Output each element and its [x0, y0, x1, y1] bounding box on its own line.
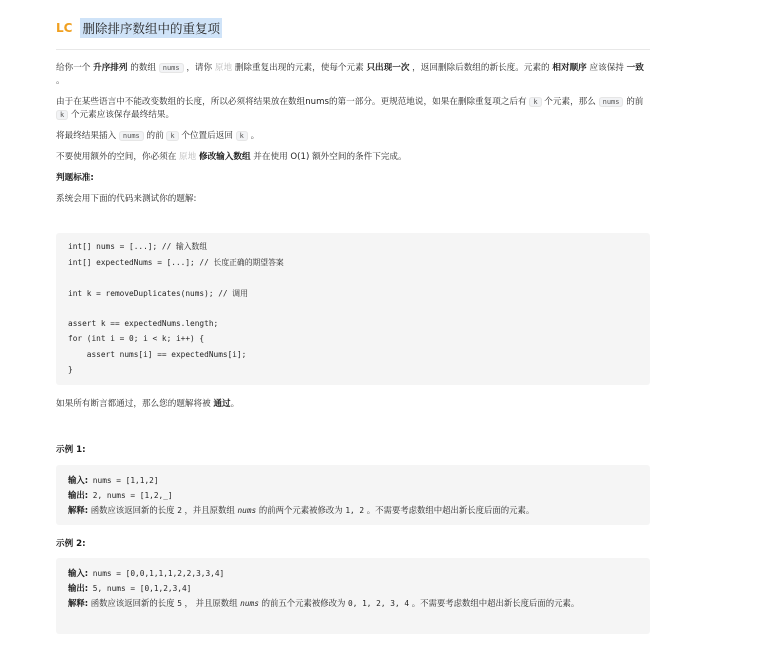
judge-title	[56, 172, 650, 185]
bold-text: 只出现一次	[366, 63, 410, 73]
output-value: 2, nums = [1,2,_]	[88, 491, 173, 500]
inline-code: k	[529, 97, 541, 107]
italic-var: nums	[240, 599, 259, 608]
inline-code: k	[56, 110, 68, 120]
judge-code-block[interactable]	[56, 233, 650, 385]
inline-code: nums	[599, 97, 624, 107]
desc-paragraph-2	[56, 96, 650, 122]
text: 的前五个元素被修改为	[258, 598, 348, 608]
code-blank-line	[68, 303, 638, 319]
text: 函数应该返回新的长度	[88, 505, 178, 515]
explain-label: 解释:	[68, 505, 89, 515]
text: 的前	[623, 97, 644, 107]
text: 。不需要考虑数组中超出新长度后面的元素。	[364, 505, 535, 515]
text: 将最终结果插入	[56, 131, 119, 141]
inline-code: nums	[159, 63, 184, 73]
text: 。	[230, 399, 240, 409]
desc-paragraph-3	[56, 130, 650, 143]
code-line: int k = removeDuplicates(nums); // 调用	[68, 288, 248, 298]
explain-label: 解释:	[68, 598, 89, 608]
value: 2	[177, 506, 182, 515]
output-value: 5, nums = [0,1,2,3,4]	[88, 584, 192, 593]
code-line: }	[68, 365, 73, 374]
value: 5	[177, 599, 182, 608]
text: 的数组	[127, 63, 159, 73]
lc-logo-icon: LC	[56, 21, 73, 35]
pass-note	[56, 397, 239, 409]
example-1-explain	[68, 503, 638, 518]
text: 个元素，那么	[541, 97, 599, 107]
output-label: 输出:	[68, 490, 89, 500]
code-line: int[] nums = [...]; // 输入数组	[68, 242, 208, 251]
judge-desc: 系统会用下面的代码来测试你的题解:	[56, 194, 197, 204]
text: 由于在某些语言中不能改变数组的长度，所以必须将结果放在数组nums的第一部分。更规范地说，如果在删除重复项之后有	[56, 97, 530, 107]
inline-code: k	[236, 131, 248, 141]
text: 删除重复出现的元素，使每个元素	[232, 63, 367, 73]
text: 个元素应该保存最终结果。	[68, 110, 175, 120]
text: ，并且原数组	[181, 505, 238, 515]
gray-link[interactable]: 原地	[214, 63, 233, 73]
example-2-title: 示例 2:	[56, 539, 86, 549]
code-blank-line	[68, 272, 638, 288]
bold-text: 相对顺序	[552, 63, 587, 73]
inline-code: k	[166, 131, 178, 141]
input-value: nums = [0,0,1,1,1,2,2,3,3,4]	[88, 569, 225, 578]
value: 1, 2	[345, 506, 365, 515]
code-line: assert k == expectedNums.length;	[68, 318, 219, 328]
text: 。不需要考虑数组中超出新长度后面的元素。	[409, 598, 580, 608]
example-1-input	[68, 473, 638, 488]
example-2-output	[68, 581, 638, 596]
text: 的前	[143, 131, 167, 141]
italic-var: nums	[237, 506, 257, 515]
problem-description	[56, 62, 650, 215]
bold-text: 升序排列	[93, 63, 128, 73]
text: 如果所有断言都通过，那么您的题解将被	[56, 399, 214, 409]
desc-paragraph-1	[56, 62, 650, 88]
code-line: int[] expectedNums = [...]; // 长度正确的期望答案	[68, 257, 284, 267]
bold-text: 修改输入数组	[198, 152, 251, 162]
example-2-block	[56, 558, 650, 634]
text: ， 并且原数组	[181, 598, 241, 608]
output-label: 输出:	[68, 583, 89, 593]
input-label: 输入:	[68, 568, 89, 578]
inline-code: nums	[119, 131, 144, 141]
problem-title[interactable]: 删除排序数组中的重复项	[80, 18, 222, 38]
title-divider	[56, 49, 650, 50]
text: 个位置后返回	[178, 131, 236, 141]
text: ，请你	[183, 63, 215, 73]
example-1-title: 示例 1:	[56, 445, 86, 455]
text: 。	[247, 131, 260, 141]
gray-link[interactable]: 原地	[179, 152, 197, 162]
judge-title-text: 判题标准:	[56, 173, 94, 183]
code-line: assert nums[i] == expectedNums[i];	[68, 349, 247, 359]
example-2-explain	[68, 596, 638, 611]
bold-text: 通过	[213, 399, 231, 409]
example-1-output	[68, 488, 638, 503]
text: 函数应该返回新的长度	[88, 598, 178, 608]
example-2-input	[68, 566, 638, 581]
problem-header	[56, 18, 222, 38]
text: 并在使用 O(1) 额外空间的条件下完成。	[250, 152, 407, 162]
text: ，返回删除后数组的新长度。元素的	[409, 63, 553, 73]
code-line: for (int i = 0; i < k; i++) {	[68, 334, 205, 343]
example-1-block	[56, 465, 650, 525]
text: 。	[56, 76, 65, 86]
text: 不要使用额外的空间，你必须在	[56, 152, 180, 162]
text: 应该保持	[586, 63, 627, 73]
desc-paragraph-4	[56, 151, 650, 164]
input-label: 输入:	[68, 475, 89, 485]
input-value: nums = [1,1,2]	[88, 476, 159, 485]
bold-text: 一致	[626, 63, 644, 73]
text: 的前两个元素被修改为	[256, 505, 346, 515]
text: 给你一个	[56, 63, 94, 73]
value: 0, 1, 2, 3, 4	[348, 599, 410, 608]
